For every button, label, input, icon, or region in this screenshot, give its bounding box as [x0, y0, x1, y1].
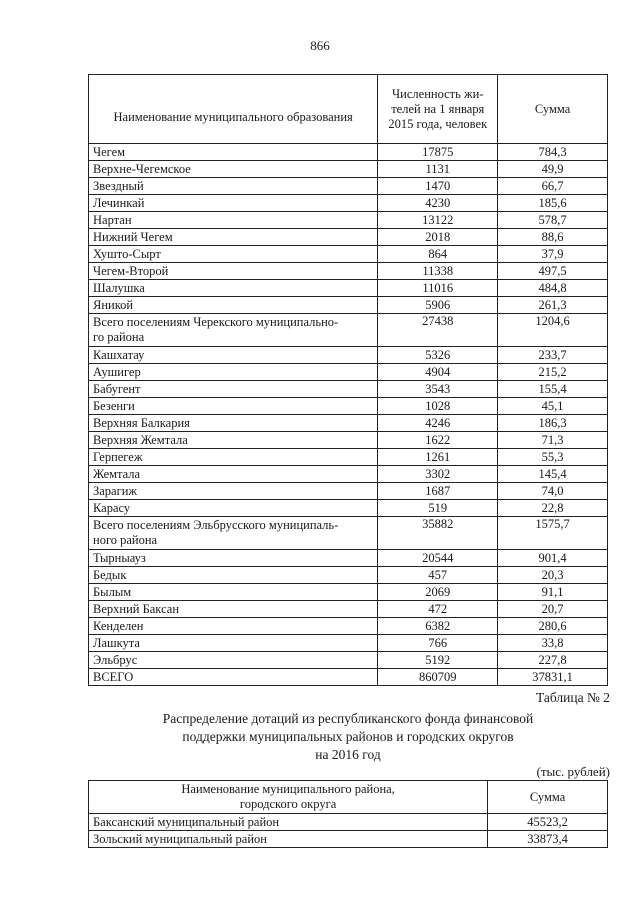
table-row: [89, 212, 608, 229]
cell-population: 519: [378, 500, 498, 517]
cell-name: Чегем: [89, 144, 378, 161]
cell-population: 5906: [378, 297, 498, 314]
cell-population: 864: [378, 246, 498, 263]
table2-title: [88, 710, 608, 764]
cell-sum: 155,4: [498, 381, 608, 398]
cell-population: 35882: [378, 517, 498, 550]
cell-population: 1622: [378, 432, 498, 449]
cell-name: Бедык: [89, 567, 378, 584]
cell-population: 4230: [378, 195, 498, 212]
cell-population: 17875: [378, 144, 498, 161]
table-row: [89, 618, 608, 635]
header-population-line: 2015 года, человек: [388, 116, 488, 131]
table-row: [89, 814, 608, 831]
cell-sum: 1204,6: [498, 314, 608, 347]
cell-name-line: Всего поселениям Эльбрусского муниципаль-: [93, 518, 339, 532]
cell-population: 13122: [378, 212, 498, 229]
cell-name: Чегем-Второй: [89, 263, 378, 280]
cell-population: 27438: [378, 314, 498, 347]
table-row: [89, 483, 608, 500]
cell-population: 472: [378, 601, 498, 618]
table-row: [89, 449, 608, 466]
table-total-row: [89, 314, 608, 347]
cell-name: Эльбрус: [89, 652, 378, 669]
table-row: [89, 280, 608, 297]
cell-sum: 33873,4: [488, 831, 608, 848]
cell-name: Зарагиж: [89, 483, 378, 500]
table-row: [89, 381, 608, 398]
cell-name: Верхний Баксан: [89, 601, 378, 618]
cell-population: 457: [378, 567, 498, 584]
cell-sum: 91,1: [498, 584, 608, 601]
header-sum: Сумма: [498, 75, 608, 144]
table-row: [89, 161, 608, 178]
header-district-line: Наименование муниципального района,: [181, 782, 395, 796]
cell-sum: 45523,2: [488, 814, 608, 831]
header-sum: Сумма: [488, 781, 608, 814]
cell-name: Нижний Чегем: [89, 229, 378, 246]
table2-title-line: на 2016 год: [315, 747, 381, 762]
cell-name: Бабугент: [89, 381, 378, 398]
cell-population: 1131: [378, 161, 498, 178]
header-population: [378, 75, 498, 144]
cell-name: [89, 517, 378, 550]
table-row: [89, 263, 608, 280]
cell-population: 5192: [378, 652, 498, 669]
cell-sum: 1575,7: [498, 517, 608, 550]
cell-name: Верхняя Жемтала: [89, 432, 378, 449]
table-row: [89, 652, 608, 669]
cell-name: Лашкута: [89, 635, 378, 652]
table-row: [89, 831, 608, 848]
table-row: [89, 398, 608, 415]
cell-population: 1261: [378, 449, 498, 466]
cell-sum: 49,9: [498, 161, 608, 178]
cell-population: 11016: [378, 280, 498, 297]
table-row: [89, 297, 608, 314]
cell-population: 5326: [378, 347, 498, 364]
table-row: [89, 229, 608, 246]
cell-population: 11338: [378, 263, 498, 280]
table2-title-line: Распределение дотаций из республиканского фонда финансовой: [162, 711, 534, 726]
table-row: [89, 347, 608, 364]
table-row: [89, 178, 608, 195]
cell-sum: 88,6: [498, 229, 608, 246]
cell-population: 860709: [378, 669, 498, 686]
cell-sum: 20,3: [498, 567, 608, 584]
cell-sum: 33,8: [498, 635, 608, 652]
cell-sum: 185,6: [498, 195, 608, 212]
cell-population: 3302: [378, 466, 498, 483]
table-row: [89, 364, 608, 381]
cell-name-line: ного района: [93, 533, 158, 547]
cell-name: Звездный: [89, 178, 378, 195]
cell-district: Зольский муниципальный район: [89, 831, 488, 848]
cell-sum: 37,9: [498, 246, 608, 263]
cell-sum: 784,3: [498, 144, 608, 161]
table-row: [89, 144, 608, 161]
page-number: 866: [310, 38, 330, 53]
cell-population: 2018: [378, 229, 498, 246]
cell-sum: 227,8: [498, 652, 608, 669]
cell-sum: 215,2: [498, 364, 608, 381]
table-row: [89, 550, 608, 567]
table-row: [89, 246, 608, 263]
cell-name: Лечинкай: [89, 195, 378, 212]
header-district: [89, 781, 488, 814]
cell-name-line: го района: [93, 330, 145, 344]
cell-sum: 261,3: [498, 297, 608, 314]
cell-sum: 55,3: [498, 449, 608, 466]
header-population-line: телей на 1 января: [391, 101, 485, 116]
table-row: [89, 500, 608, 517]
cell-sum: 497,5: [498, 263, 608, 280]
table-row: [89, 584, 608, 601]
table-row: [89, 415, 608, 432]
cell-sum: 37831,1: [498, 669, 608, 686]
cell-population: 6382: [378, 618, 498, 635]
cell-name: Жемтала: [89, 466, 378, 483]
table2-title-line: поддержки муниципальных районов и городских округов: [182, 729, 514, 744]
cell-sum: 22,8: [498, 500, 608, 517]
table-row: [89, 669, 608, 686]
cell-sum: 280,6: [498, 618, 608, 635]
cell-sum: 66,7: [498, 178, 608, 195]
cell-name: Аушигер: [89, 364, 378, 381]
table-total-row: [89, 517, 608, 550]
cell-sum: 233,7: [498, 347, 608, 364]
cell-sum: 20,7: [498, 601, 608, 618]
cell-population: 20544: [378, 550, 498, 567]
table-header-row: [89, 75, 608, 144]
header-population-line: Численность жи-: [392, 86, 484, 101]
cell-name: Яникой: [89, 297, 378, 314]
cell-population: 2069: [378, 584, 498, 601]
cell-sum: 45,1: [498, 398, 608, 415]
cell-name-line: Всего поселениям Черекского муниципально-: [93, 315, 339, 329]
settlements-table: [88, 74, 608, 686]
cell-population: 1028: [378, 398, 498, 415]
cell-population: 1470: [378, 178, 498, 195]
cell-sum: 145,4: [498, 466, 608, 483]
table-row: [89, 195, 608, 212]
cell-name: Герпегеж: [89, 449, 378, 466]
table-row: [89, 635, 608, 652]
cell-population: 766: [378, 635, 498, 652]
cell-name: Кенделен: [89, 618, 378, 635]
header-name: Наименование муниципального образования: [89, 75, 378, 144]
table-row: [89, 466, 608, 483]
cell-name: Былым: [89, 584, 378, 601]
cell-sum: 71,3: [498, 432, 608, 449]
cell-name: Верхне-Чегемское: [89, 161, 378, 178]
table-row: [89, 567, 608, 584]
cell-name: Карасу: [89, 500, 378, 517]
subsidies-table: [88, 780, 608, 848]
cell-population: 1687: [378, 483, 498, 500]
cell-population: 3543: [378, 381, 498, 398]
cell-name: Верхняя Балкария: [89, 415, 378, 432]
table-header-row: [89, 781, 608, 814]
table2-label: Таблица № 2: [536, 690, 610, 705]
cell-sum: 578,7: [498, 212, 608, 229]
cell-sum: 484,8: [498, 280, 608, 297]
cell-name: Шалушка: [89, 280, 378, 297]
cell-name: Хушто-Сырт: [89, 246, 378, 263]
table-row: [89, 601, 608, 618]
cell-name: Тырныауз: [89, 550, 378, 567]
cell-sum: 186,3: [498, 415, 608, 432]
cell-name: Кашхатау: [89, 347, 378, 364]
cell-name: Нартан: [89, 212, 378, 229]
cell-district: Баксанский муниципальный район: [89, 814, 488, 831]
table-row: [89, 432, 608, 449]
header-district-line: городского округа: [239, 797, 337, 811]
cell-sum: 901,4: [498, 550, 608, 567]
cell-population: 4904: [378, 364, 498, 381]
cell-population: 4246: [378, 415, 498, 432]
table2-unit: (тыс. рублей): [536, 764, 610, 779]
cell-name: ВСЕГО: [89, 669, 378, 686]
cell-sum: 74,0: [498, 483, 608, 500]
cell-name: [89, 314, 378, 347]
cell-name: Безенги: [89, 398, 378, 415]
